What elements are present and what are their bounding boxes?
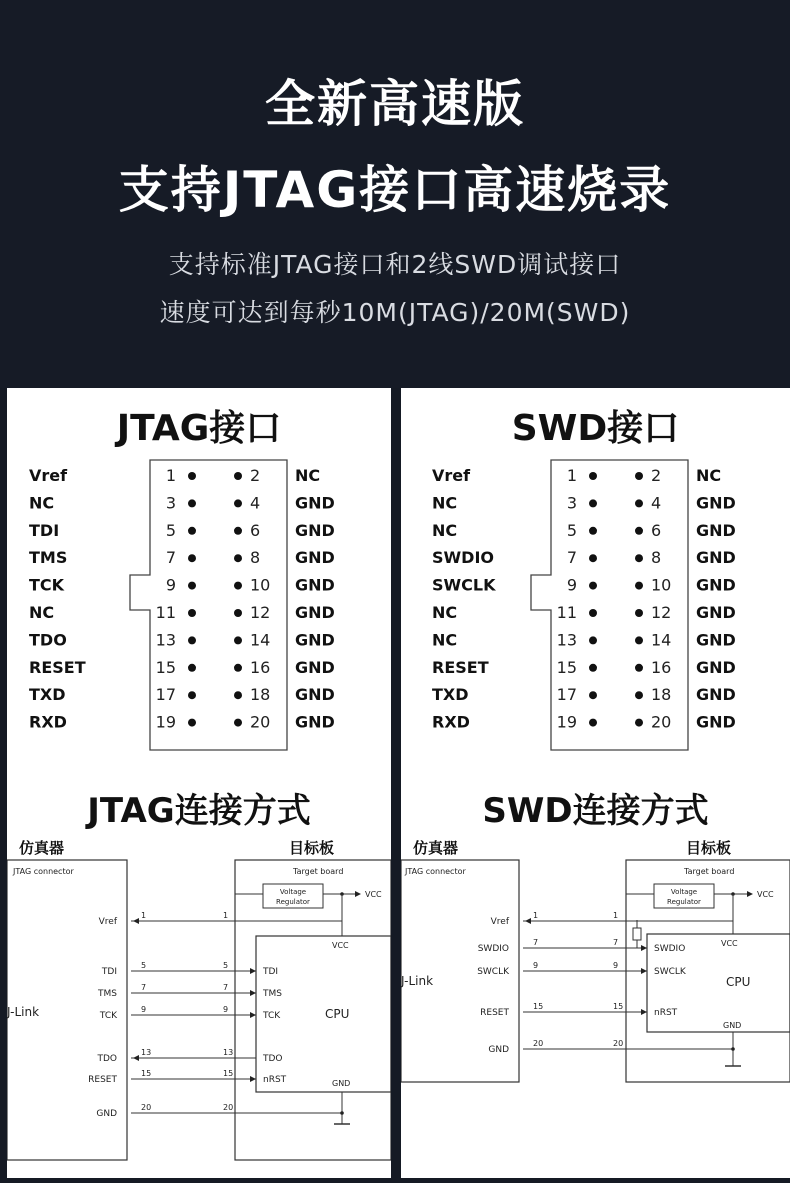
pin-label-left: RXD bbox=[432, 712, 470, 732]
target-box bbox=[235, 860, 391, 1160]
signal-label: Vref bbox=[98, 917, 117, 927]
pin-dot bbox=[589, 582, 597, 590]
pin-number-even: 18 bbox=[250, 685, 271, 705]
signal-label: TCK bbox=[99, 1011, 117, 1021]
pin-number-odd: 9 bbox=[165, 575, 176, 595]
pin-label-left: SWCLK bbox=[432, 575, 496, 595]
cpu-gnd-label: GND bbox=[332, 1079, 351, 1088]
pin-label-left: RESET bbox=[29, 657, 86, 677]
pin-label-right: NC bbox=[295, 466, 321, 485]
pin-number-odd: 1 bbox=[165, 466, 176, 485]
signal-number: 5 bbox=[223, 961, 229, 970]
cpu-pin-label: TCK bbox=[263, 1011, 281, 1021]
swd-panel bbox=[401, 388, 790, 1178]
pin-dot bbox=[589, 664, 597, 672]
hero-title-1: 全新高速版 bbox=[265, 75, 525, 133]
pin-number-odd: 15 bbox=[556, 657, 577, 677]
signal-number: 15 bbox=[533, 1002, 544, 1011]
swd-connection-title: SWD连接方式 bbox=[482, 791, 709, 831]
pin-label-left: NC bbox=[432, 603, 458, 622]
pin-number-odd: 11 bbox=[556, 603, 577, 622]
pin-dot bbox=[188, 691, 196, 699]
hero-subtitle-2: 速度可达到每秒10M(JTAG)/20M(SWD) bbox=[159, 298, 631, 327]
pin-number-even: 10 bbox=[250, 575, 271, 595]
regulator-label-1: Voltage bbox=[670, 888, 698, 896]
target-label: 目标板 bbox=[289, 839, 335, 857]
connector-label: JTAG connector bbox=[405, 867, 466, 876]
hero-title-2: 支持JTAG接口高速烧录 bbox=[118, 161, 672, 219]
pin-label-right: GND bbox=[696, 548, 736, 568]
pin-number-odd: 7 bbox=[566, 548, 577, 568]
pin-label-right: GND bbox=[295, 657, 335, 677]
cpu-pin-label: TDO bbox=[263, 1054, 283, 1064]
signal-number: 13 bbox=[223, 1048, 234, 1057]
signal-number: 1 bbox=[223, 911, 229, 920]
signal-number: 13 bbox=[141, 1048, 152, 1057]
pin-dot bbox=[234, 719, 242, 727]
pin-dot bbox=[589, 719, 597, 727]
pin-number-even: 16 bbox=[250, 657, 271, 677]
pin-dot bbox=[635, 719, 643, 727]
target-board-label: Target board bbox=[684, 867, 735, 876]
target-board-label: Target board bbox=[293, 867, 344, 876]
signal-label: GND bbox=[488, 1045, 509, 1055]
emulator-label: 仿真器 bbox=[19, 839, 65, 857]
cpu-pin-label: nRST bbox=[263, 1075, 287, 1085]
cpu-gnd-label: GND bbox=[723, 1021, 742, 1030]
swd-title: SWD接口 bbox=[511, 408, 680, 449]
pin-label-right: GND bbox=[696, 630, 736, 650]
cpu-label: CPU bbox=[726, 975, 751, 989]
pin-label-right: GND bbox=[295, 685, 335, 705]
signal-label: TMS bbox=[98, 989, 117, 999]
pin-label-right: GND bbox=[295, 712, 335, 732]
pin-number-odd: 3 bbox=[566, 493, 577, 513]
pin-number-odd: 19 bbox=[556, 712, 577, 732]
pin-number-even: 18 bbox=[651, 685, 672, 705]
pin-dot bbox=[635, 664, 643, 672]
pin-label-right: GND bbox=[295, 603, 335, 622]
pin-number-even: 2 bbox=[250, 466, 261, 485]
pin-label-right: GND bbox=[295, 630, 335, 650]
pin-number-even: 12 bbox=[651, 603, 672, 622]
pin-label-left: Vref bbox=[29, 466, 68, 485]
signal-label: RESET bbox=[480, 1008, 509, 1018]
signal-number: 15 bbox=[223, 1069, 234, 1078]
jtag-connection-title: JTAG连接方式 bbox=[87, 791, 311, 831]
pin-label-left: TDO bbox=[29, 630, 67, 650]
cpu-label: CPU bbox=[325, 1007, 350, 1021]
pin-dot bbox=[589, 691, 597, 699]
pin-number-even: 4 bbox=[250, 493, 261, 513]
pin-label-left: RXD bbox=[29, 712, 67, 732]
pin-number-even: 8 bbox=[250, 548, 261, 568]
pin-label-right: GND bbox=[696, 493, 736, 513]
pin-number-even: 8 bbox=[651, 548, 662, 568]
signal-number: 20 bbox=[533, 1039, 544, 1048]
pin-label-left: Vref bbox=[432, 466, 471, 485]
pin-number-odd: 9 bbox=[566, 575, 577, 595]
pin-number-odd: 13 bbox=[155, 630, 176, 650]
signal-number: 20 bbox=[613, 1039, 624, 1048]
pin-dot bbox=[188, 472, 196, 480]
jtag-pinout bbox=[7, 448, 391, 758]
pin-number-even: 12 bbox=[250, 603, 271, 622]
signal-number: 20 bbox=[223, 1103, 234, 1112]
pin-number-odd: 17 bbox=[556, 685, 577, 705]
pin-number-even: 20 bbox=[250, 712, 271, 732]
pin-dot bbox=[635, 609, 643, 617]
hero-banner bbox=[0, 0, 790, 388]
signal-label: Vref bbox=[490, 917, 509, 927]
pin-number-even: 14 bbox=[651, 630, 672, 650]
emulator-label: 仿真器 bbox=[413, 839, 459, 857]
pin-label-right: GND bbox=[295, 575, 335, 595]
pin-label-right: GND bbox=[295, 548, 335, 568]
signal-number: 1 bbox=[613, 911, 619, 920]
signal-label: RESET bbox=[88, 1075, 117, 1085]
signal-number: 5 bbox=[141, 961, 147, 970]
pin-dot bbox=[635, 527, 643, 535]
pin-number-odd: 11 bbox=[155, 603, 176, 622]
pin-dot bbox=[188, 636, 196, 644]
vcc-label: VCC bbox=[365, 890, 382, 899]
signal-number: 15 bbox=[141, 1069, 152, 1078]
pin-label-left: SWDIO bbox=[432, 548, 495, 568]
pin-label-right: GND bbox=[696, 657, 736, 677]
pin-number-even: 14 bbox=[250, 630, 271, 650]
signal-number: 9 bbox=[223, 1005, 229, 1014]
cpu-pin-label: SWCLK bbox=[654, 967, 686, 977]
pin-label-left: NC bbox=[29, 603, 55, 622]
pin-label-right: GND bbox=[295, 520, 335, 540]
pin-number-odd: 5 bbox=[165, 520, 176, 540]
pin-dot bbox=[589, 499, 597, 507]
pin-number-odd: 19 bbox=[155, 712, 176, 732]
pin-dot bbox=[635, 691, 643, 699]
pin-label-left: NC bbox=[432, 493, 458, 513]
pin-dot bbox=[635, 636, 643, 644]
pin-label-left: RESET bbox=[432, 657, 489, 677]
pin-dot bbox=[188, 664, 196, 672]
signal-number: 9 bbox=[613, 961, 619, 970]
pin-dot bbox=[234, 499, 242, 507]
signal-label: SWDIO bbox=[477, 944, 509, 954]
pin-dot bbox=[234, 636, 242, 644]
pin-label-right: GND bbox=[696, 603, 736, 622]
pin-label-left: TXD bbox=[432, 685, 469, 705]
pin-dot bbox=[188, 609, 196, 617]
pin-dot bbox=[188, 499, 196, 507]
pin-label-left: NC bbox=[29, 493, 55, 513]
pin-label-left: NC bbox=[432, 630, 458, 650]
pin-dot bbox=[589, 636, 597, 644]
pin-number-odd: 3 bbox=[165, 493, 176, 513]
pullup-resistor bbox=[633, 928, 641, 940]
signal-label: SWCLK bbox=[477, 967, 509, 977]
pin-label-right: NC bbox=[696, 466, 722, 485]
pin-number-odd: 1 bbox=[566, 466, 577, 485]
pin-dot bbox=[589, 609, 597, 617]
pin-dot bbox=[589, 527, 597, 535]
pin-label-right: GND bbox=[696, 712, 736, 732]
vcc-label: VCC bbox=[757, 890, 774, 899]
pin-label-left: TXD bbox=[29, 685, 66, 705]
signal-label: TDO bbox=[97, 1054, 117, 1064]
jtag-title: JTAG接口 bbox=[116, 408, 282, 449]
pin-dot bbox=[234, 554, 242, 562]
signal-number: 7 bbox=[533, 938, 539, 947]
target-label: 目标板 bbox=[686, 839, 732, 857]
cpu-vcc-label: VCC bbox=[332, 941, 349, 950]
pin-number-odd: 7 bbox=[165, 548, 176, 568]
pin-label-right: GND bbox=[696, 685, 736, 705]
signal-number: 7 bbox=[613, 938, 619, 947]
pin-label-left: TCK bbox=[29, 575, 65, 595]
pin-dot bbox=[635, 499, 643, 507]
cpu-pin-label: nRST bbox=[654, 1008, 678, 1018]
pin-label-right: GND bbox=[696, 520, 736, 540]
signal-number: 1 bbox=[533, 911, 539, 920]
signal-number: 15 bbox=[613, 1002, 624, 1011]
signal-number: 20 bbox=[141, 1103, 152, 1112]
pin-dot bbox=[234, 691, 242, 699]
jlink-label: J-Link bbox=[7, 1005, 40, 1019]
cpu-pin-label: TMS bbox=[263, 989, 282, 999]
pin-number-odd: 17 bbox=[155, 685, 176, 705]
signal-number: 9 bbox=[141, 1005, 147, 1014]
pin-label-left: NC bbox=[432, 520, 458, 540]
pin-dot bbox=[234, 664, 242, 672]
pin-dot bbox=[635, 472, 643, 480]
pin-dot bbox=[188, 554, 196, 562]
pin-dot bbox=[234, 609, 242, 617]
pin-dot bbox=[234, 472, 242, 480]
signal-number: 7 bbox=[223, 983, 229, 992]
swd-pinout bbox=[401, 448, 790, 758]
regulator-label-1: Voltage bbox=[279, 888, 307, 896]
pin-number-even: 4 bbox=[651, 493, 662, 513]
pin-number-odd: 13 bbox=[556, 630, 577, 650]
signal-label: TDI bbox=[101, 967, 117, 977]
pin-number-odd: 5 bbox=[566, 520, 577, 540]
cpu-pin-label: SWDIO bbox=[654, 944, 686, 954]
signal-number: 9 bbox=[533, 961, 539, 970]
cpu-vcc-label: VCC bbox=[721, 939, 738, 948]
pin-number-even: 10 bbox=[651, 575, 672, 595]
connector-label: JTAG connector bbox=[13, 867, 74, 876]
cpu-pin-label: TDI bbox=[263, 967, 279, 977]
pin-dot bbox=[589, 554, 597, 562]
regulator-label-2: Regulator bbox=[276, 898, 310, 906]
pin-dot bbox=[589, 472, 597, 480]
pin-label-left: TDI bbox=[29, 520, 60, 540]
signal-number: 1 bbox=[141, 911, 147, 920]
signal-label: GND bbox=[96, 1109, 117, 1119]
hero-subtitle-1: 支持标准JTAG接口和2线SWD调试接口 bbox=[168, 250, 622, 279]
pin-label-right: GND bbox=[295, 493, 335, 513]
jtag-panel bbox=[7, 388, 391, 1178]
jlink-label: J-Link bbox=[401, 974, 434, 988]
pin-dot bbox=[234, 582, 242, 590]
pin-dot bbox=[188, 582, 196, 590]
pin-dot bbox=[188, 527, 196, 535]
jtag-schematic bbox=[7, 838, 391, 1183]
pin-dot bbox=[188, 719, 196, 727]
pin-dot bbox=[635, 582, 643, 590]
pin-dot bbox=[234, 527, 242, 535]
signal-number: 7 bbox=[141, 983, 147, 992]
pin-number-even: 6 bbox=[651, 520, 662, 540]
pin-number-even: 16 bbox=[651, 657, 672, 677]
swd-schematic bbox=[401, 838, 790, 1183]
pin-label-right: GND bbox=[696, 575, 736, 595]
regulator-label-2: Regulator bbox=[667, 898, 701, 906]
pin-number-even: 6 bbox=[250, 520, 261, 540]
pin-label-left: TMS bbox=[29, 548, 68, 568]
pin-dot bbox=[635, 554, 643, 562]
pin-number-odd: 15 bbox=[155, 657, 176, 677]
pin-number-even: 2 bbox=[651, 466, 662, 485]
pin-number-even: 20 bbox=[651, 712, 672, 732]
